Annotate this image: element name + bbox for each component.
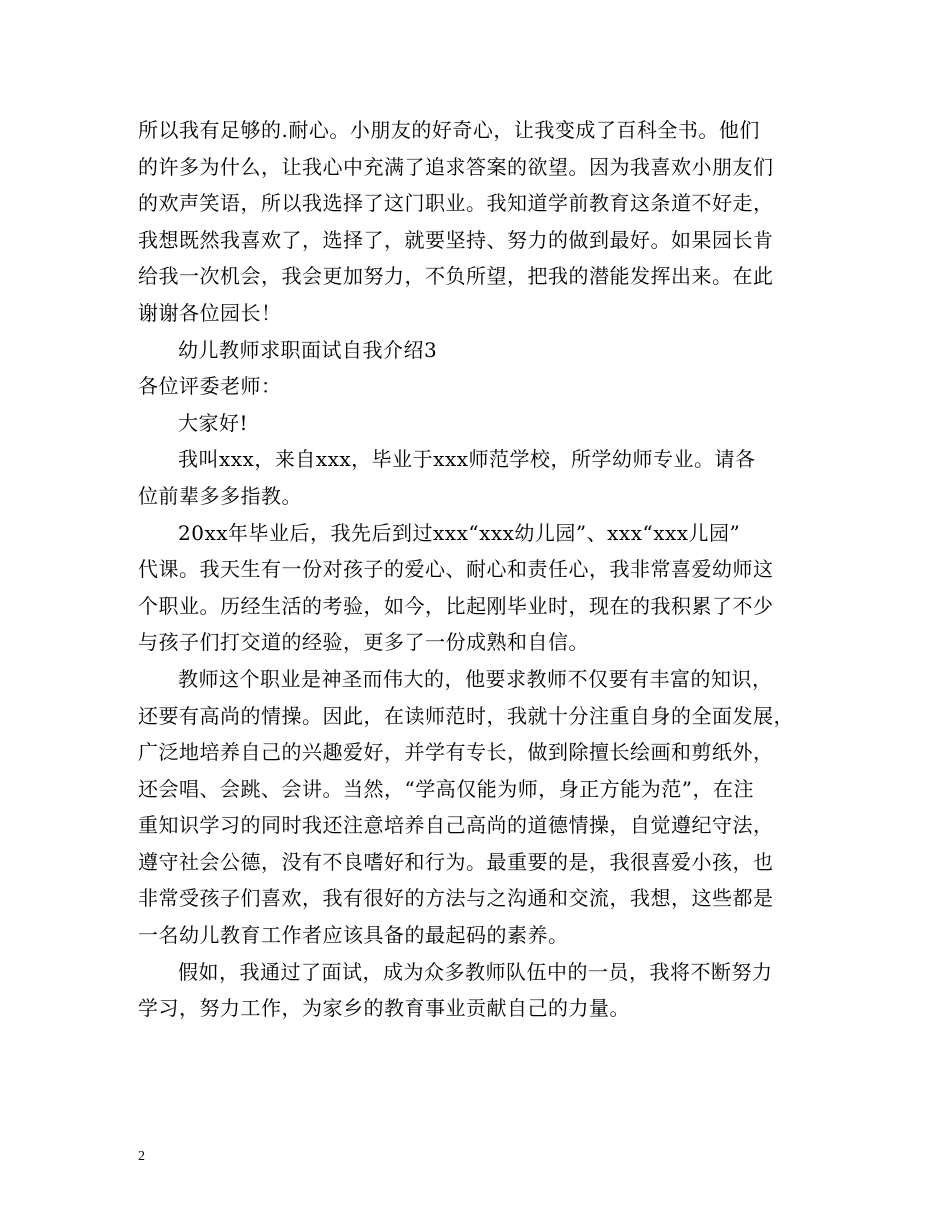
text-line: 我想既然我喜欢了，选择了，就要坚持、努力的做到最好。如果园长肯 [138, 227, 774, 252]
text-line: 一名幼儿教育工作者应该具备的最起码的素养。 [138, 923, 569, 948]
page-number: 2 [138, 1149, 145, 1164]
text-line: 假如，我通过了面试，成为众多教师队伍中的一员，我将不断努力 [178, 959, 773, 984]
text-line: 重知识学习的同时我还注意培养自己高尚的道德情操，自觉遵纪守法， [138, 813, 774, 838]
text-line: 位前辈多多指教。 [138, 483, 302, 508]
text-line: 20xx年毕业后，我先后到过xxx“xxx幼儿园”、xxx“xxx儿园” [178, 520, 741, 545]
document-body [138, 112, 828, 1027]
text-line: 我叫xxx，来自xxx，毕业于xxx师范学校，所学幼师专业。请各 [178, 447, 756, 472]
text-line: 的欢声笑语，所以我选择了这门职业。我知道学前教育这条道不好走， [138, 191, 774, 216]
text-line: 谢谢各位园长！ [138, 300, 282, 325]
text-line: 幼儿教师求职面试自我介绍3 [178, 337, 438, 362]
text-line: 各位评委老师： [138, 374, 282, 399]
text-line: 遵守社会公德，没有不良嗜好和行为。最重要的是，我很喜爱小孩，也 [138, 849, 774, 874]
text-line: 给我一次机会，我会更加努力，不负所望，把我的潜能发挥出来。在此 [138, 264, 774, 289]
text-line: 教师这个职业是神圣而伟大的，他要求教师不仅要有丰富的知识， [178, 666, 773, 691]
text-line: 的许多为什么，让我心中充满了追求答案的欲望。因为我喜欢小朋友们 [138, 154, 774, 179]
text-line: 代课。我天生有一份对孩子的爱心、耐心和责任心，我非常喜爱幼师这 [138, 557, 774, 582]
text-line: 个职业。历经生活的考验，如今，比起刚毕业时，现在的我积累了不少 [138, 593, 774, 618]
text-line: 广泛地培养自己的兴趣爱好，并学有专长，做到除擅长绘画和剪纸外， [138, 740, 774, 765]
text-line: 大家好! [178, 410, 249, 435]
text-line: 还会唱、会跳、会讲。当然，“学高仅能为师，身正方能为范”，在注 [138, 776, 754, 801]
text-line: 非常受孩子们喜欢，我有很好的方法与之沟通和交流，我想，这些都是 [138, 886, 774, 911]
text-line: 所以我有足够的.耐心。小朋友的好奇心，让我变成了百科全书。他们 [138, 118, 760, 142]
text-line: 学习，努力工作，为家乡的教育事业贡献自己的力量。 [138, 996, 630, 1021]
text-line: 还要有高尚的情操。因此，在读师范时，我就十分注重自身的全面发展， [138, 703, 794, 728]
text-line: 与孩子们打交道的经验，更多了一份成熟和自信。 [138, 630, 589, 655]
